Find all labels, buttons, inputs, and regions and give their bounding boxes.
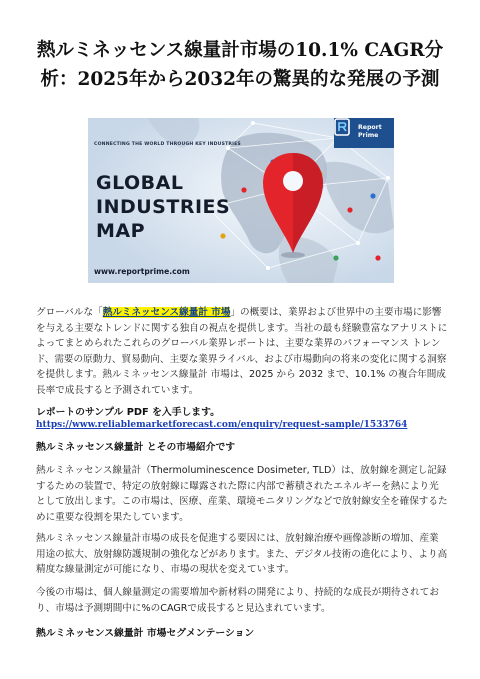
- report-banner-image: [88, 118, 394, 283]
- logo-wordmark: [358, 124, 382, 140]
- tld-description-paragraph: 熱ルミネッセンス線量計（Thermoluminescence Dosimeter, TLD）は、放射線を測定し記録するための装置で、特定の放射線に曝露された際に内部で蓄積されたエネルギーを熱により光として放出します。この市場は、医療、産業、環境モニタリングなどで放射線安全を確保するために重要な役割を果たしています。: [36, 465, 448, 523]
- intro-paragraph: [36, 305, 448, 399]
- growth-drivers-paragraph: 熱ルミネッセンス線量計市場の成長を促進する要因には、放射線治療や画像診断の増加、産業用途の拡大、放射線防護規制の強化などがあります。また、デジタル技術の進化により、より高精度な線量測定が可能になり、市場の現状を変えています。: [36, 533, 448, 576]
- segmentation-heading: 熱ルミネッセンス線量計 市場セグメンテーション: [36, 628, 255, 639]
- outlook-paragraph: 今後の市場は、個人線量測定の需要増加や新材料の開発により、持続的な成長が期待されており、市場は予測期間中に%のCAGRで成長すると見込まれています。: [36, 587, 439, 614]
- sample-heading: レポートのサンプル PDF を入手します。: [36, 407, 220, 418]
- intro-text-after: 」の概要は、業界および世界中の主要市場に影響を与える主要なトレンドに関する独自の視点を提供します。当社の最も経験豊富なアナリストによってまとめられたこれらのグローバル業界レポートは、主要な業界のパフォーマンス トレンド、需要の原動力、貿易動向、主要な業界ライバル、および市場動向の将来の変化に関する洞察を提供します。熱ルミネッセンス線量計 市場は、2025 から 2032 まで、10.1% の複合年間成長率で成長すると予測されています。: [36, 307, 448, 396]
- market-name-link[interactable]: 熱ルミネッセンス線量計 市場: [102, 307, 231, 318]
- logo-line2: Prime: [358, 132, 379, 139]
- banner-headline-line2: INDUSTRIES: [96, 196, 231, 218]
- banner-headline-line3: MAP: [96, 220, 146, 242]
- banner-headline-line1: GLOBAL: [96, 172, 184, 194]
- banner-tagline: CONNECTING THE WORLD THROUGH KEY INDUSTRIES: [94, 142, 241, 147]
- banner-url: www.reportprime.com: [94, 267, 190, 276]
- report-prime-logo: [334, 118, 394, 148]
- logo-line1: Report: [358, 124, 382, 131]
- intro-text-before: グローバルな「: [36, 307, 103, 318]
- report-prime-logo-icon: [334, 118, 350, 136]
- sample-request-link[interactable]: https://www.reliablemarketforecast.com/enquiry/request-sample/1533764: [36, 420, 408, 430]
- section-intro-heading: 熱ルミネッセンス線量計 とその市場紹介です: [36, 442, 236, 453]
- page-title: 熱ルミネッセンス線量計市場の10.1% CAGR分析：2025年から2032年の驚異的な発展の予測: [36, 40, 444, 90]
